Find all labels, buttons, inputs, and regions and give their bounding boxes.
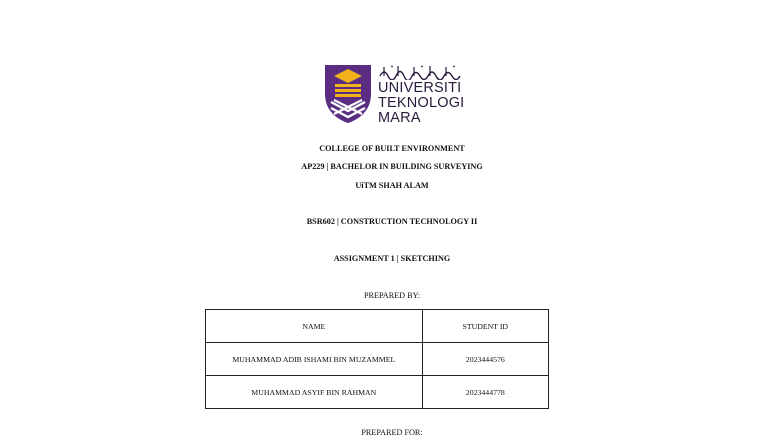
logo-wordmark-line-3: MARA xyxy=(378,110,421,126)
logo-wordmark-line-1: UNIVERSITI xyxy=(378,80,462,96)
logo-wordmark-line-2: TEKNOLOGI xyxy=(378,95,465,111)
prepared-for-label: PREPARED FOR: xyxy=(361,428,423,437)
student-id-cell: 2023444576 xyxy=(422,343,548,376)
prepared-by-label: PREPARED BY: xyxy=(363,291,421,300)
campus-name: UiTM SHAH ALAM xyxy=(355,181,429,190)
student-name-cell: MUHAMMAD ADIB ISHAMI BIN MUZAMMEL xyxy=(206,343,423,376)
students-table xyxy=(205,309,549,409)
table-row xyxy=(206,343,549,376)
course-title: BSR602 | CONSTRUCTION TECHNOLOGY II xyxy=(306,217,478,226)
assignment-title: ASSIGNMENT 1 | SKETCHING xyxy=(333,254,451,263)
table-header-row xyxy=(206,310,549,343)
column-header-student-id: STUDENT ID xyxy=(422,310,548,343)
student-name-cell: MUHAMMAD ASYIF BIN RAHMAN xyxy=(206,376,423,409)
uitm-logo xyxy=(324,64,464,126)
college-name: COLLEGE OF BUILT ENVIRONMENT xyxy=(319,144,465,153)
programme-name: AP229 | BACHELOR IN BUILDING SURVEYING xyxy=(301,162,483,171)
student-id-cell: 2023444778 xyxy=(422,376,548,409)
column-header-name: NAME xyxy=(206,310,423,343)
table-row xyxy=(206,376,549,409)
jawi-script-wordmark xyxy=(378,64,462,80)
shield-emblem-icon xyxy=(324,64,372,124)
